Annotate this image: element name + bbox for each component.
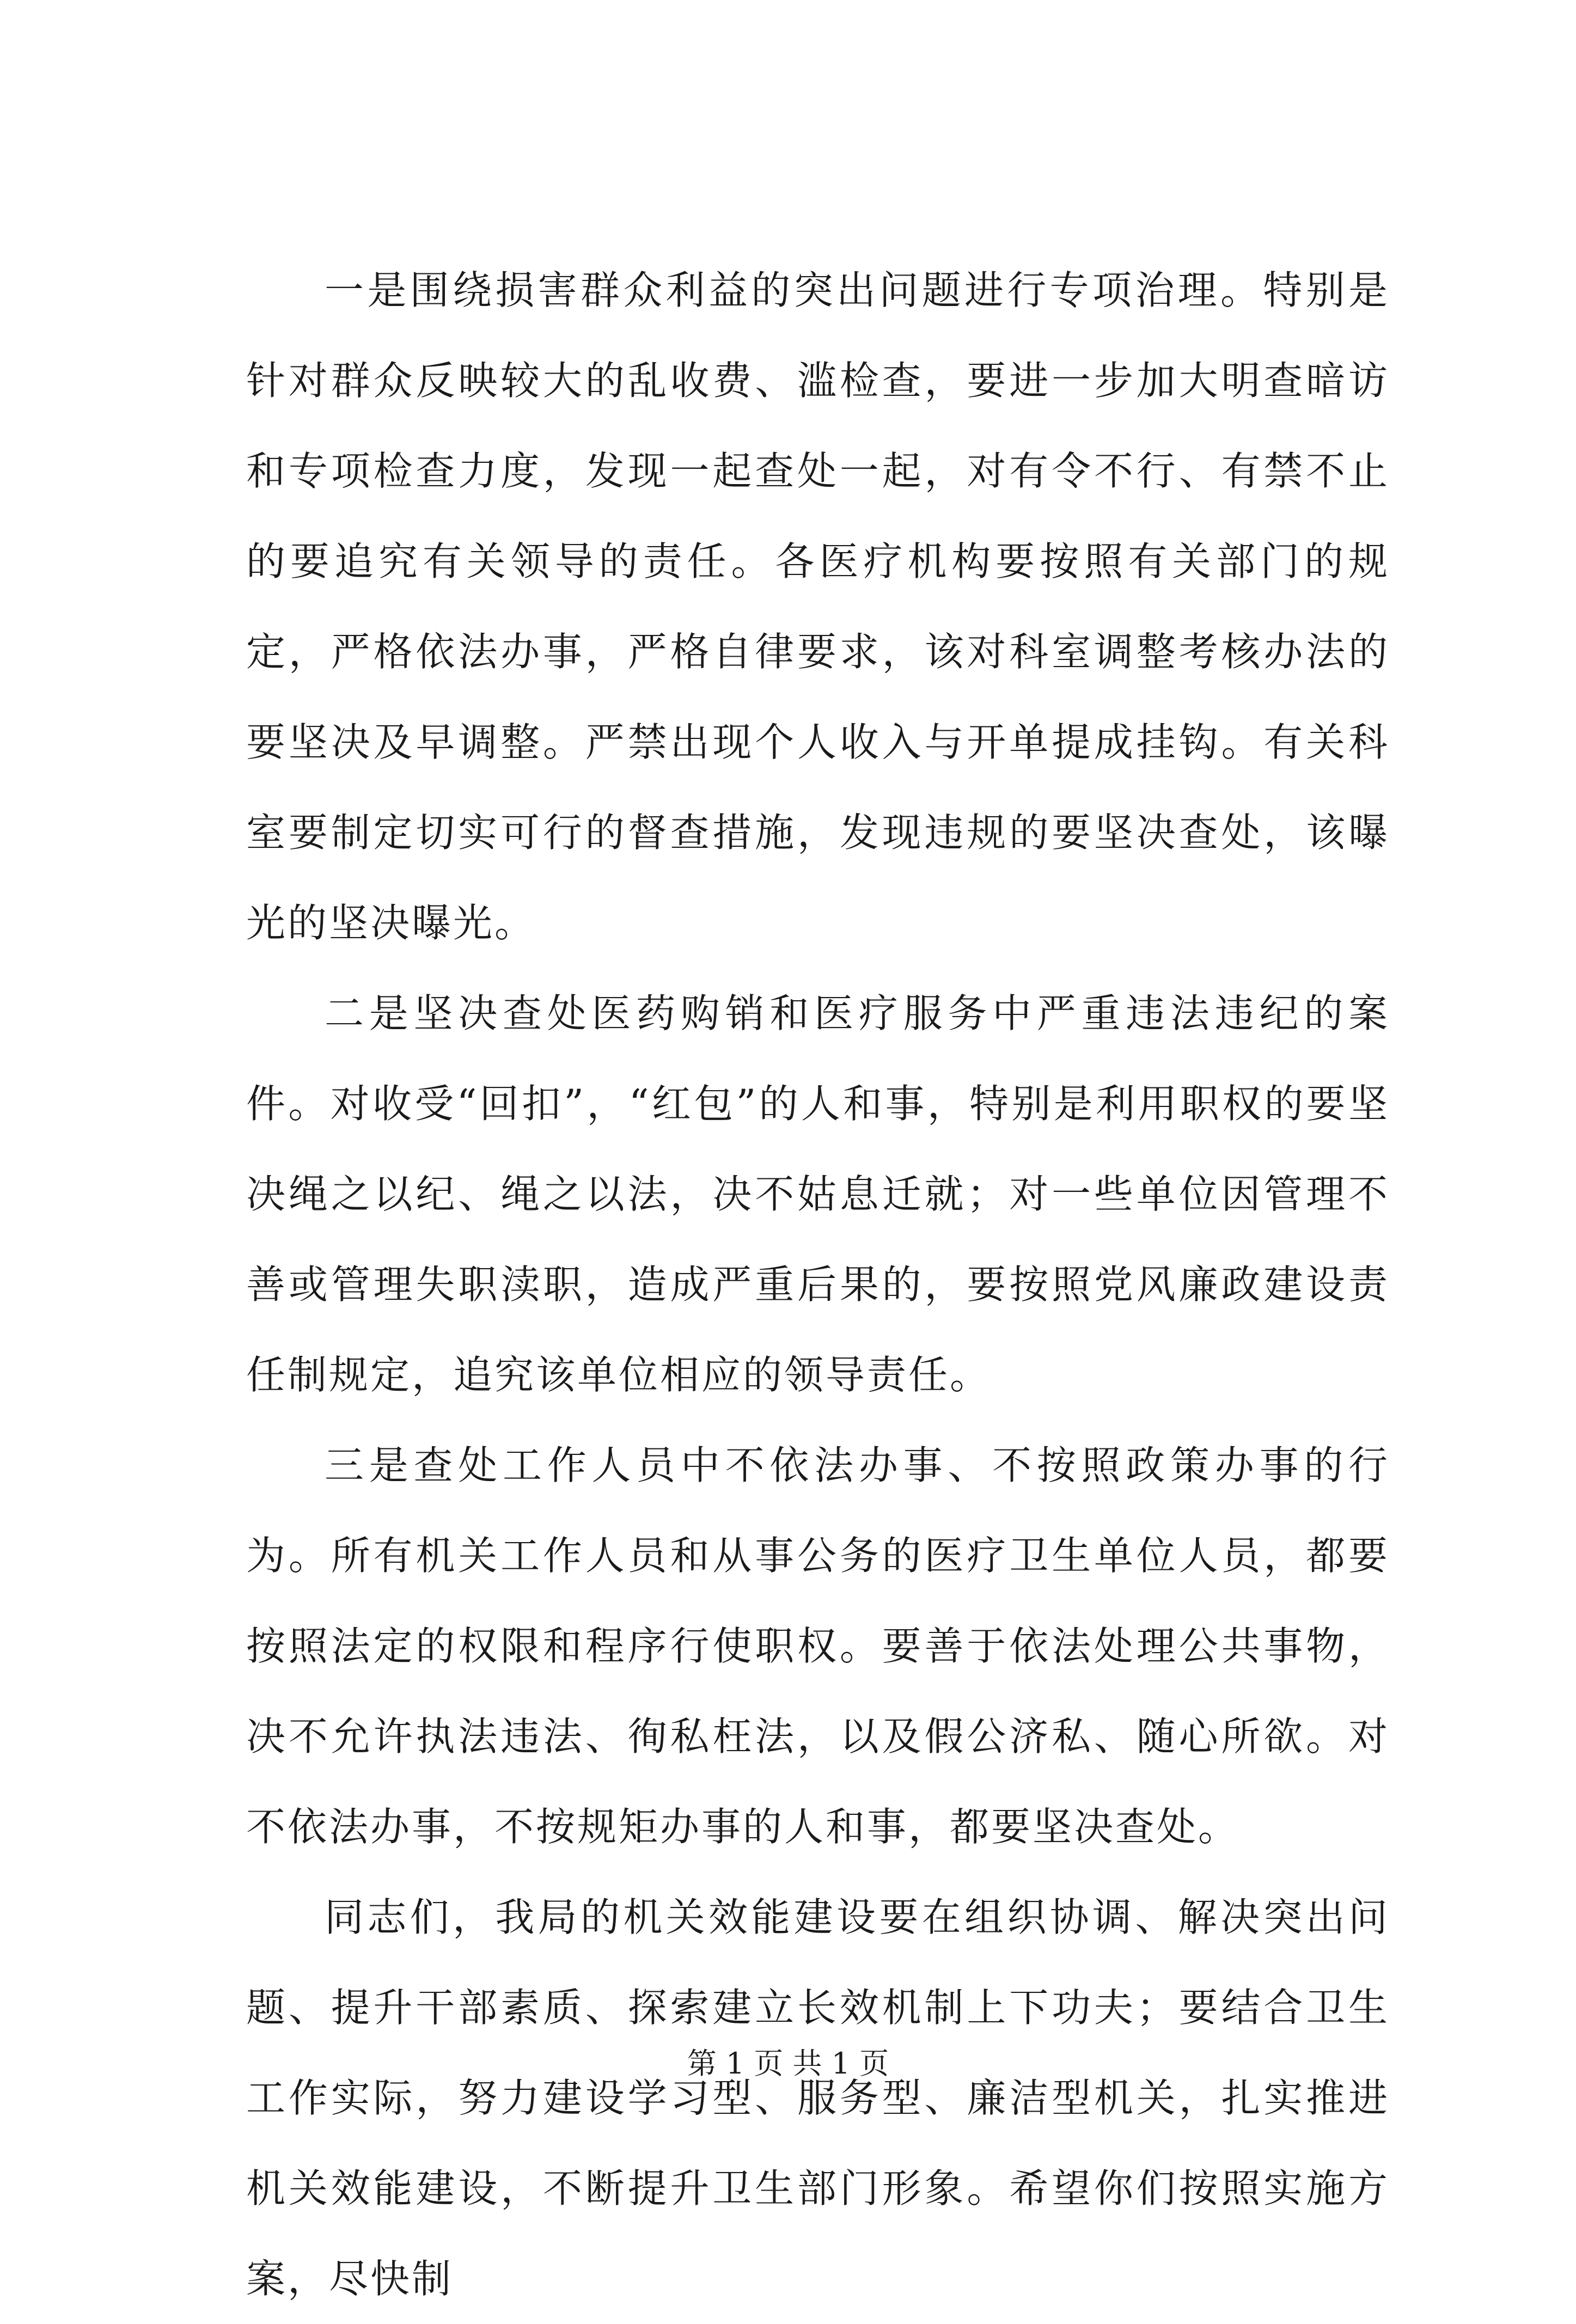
paragraph-2: 二是坚决查处医药购销和医疗服务中严重违法违纪的案件。对收受“回扣”，“红包”的人和事，特别是利用职权的要坚决绳之以纪、绳之以法，决不姑息迁就；对一些单位因管理不善或管理失职渎职，造成严重后果的，要按照党风廉政建设责任制规定，追究该单位相应的领导责任。	[246, 990, 1390, 1398]
paragraph-4: 同志们，我局的机关效能建设要在组织协调、解决突出问题、提升干部素质、探索建立长效机制上下功夫；要结合卫生工作实际，努力建设学习型、服务型、廉洁型机关，扎实推进机关效能建设，不断提升卫生部门形象。希望你们按照实施方案，尽快制	[246, 1894, 1390, 2302]
paragraph-3: 三是查处工作人员中不依法办事、不按照政策办事的行为。所有机关工作人员和从事公务的医疗卫生单位人员，都要按照法定的权限和程序行使职权。要善于依法处理公共事物，决不允许执法违法、徇私枉法，以及假公济私、随心所欲。对不依法办事，不按规矩办事的人和事，都要坚决查处。	[246, 1442, 1390, 1850]
paragraph-1: 一是围绕损害群众利益的突出问题进行专项治理。特别是针对群众反映较大的乱收费、滥检查，要进一步加大明查暗访和专项检查力度，发现一起查处一起，对有令不行、有禁不止的要追究有关领导的责任。各医疗机构要按照有关部门的规定，严格依法办事，严格自律要求，该对科室调整考核办法的要坚决及早调整。严禁出现个人收入与开单提成挂钩。有关科室要制定切实可行的督查措施，发现违规的要坚决查处，该曝光的坚决曝光。	[246, 267, 1390, 946]
page-footer: 第 1 页 共 1 页	[687, 2046, 889, 2081]
document-body	[246, 245, 1390, 2324]
